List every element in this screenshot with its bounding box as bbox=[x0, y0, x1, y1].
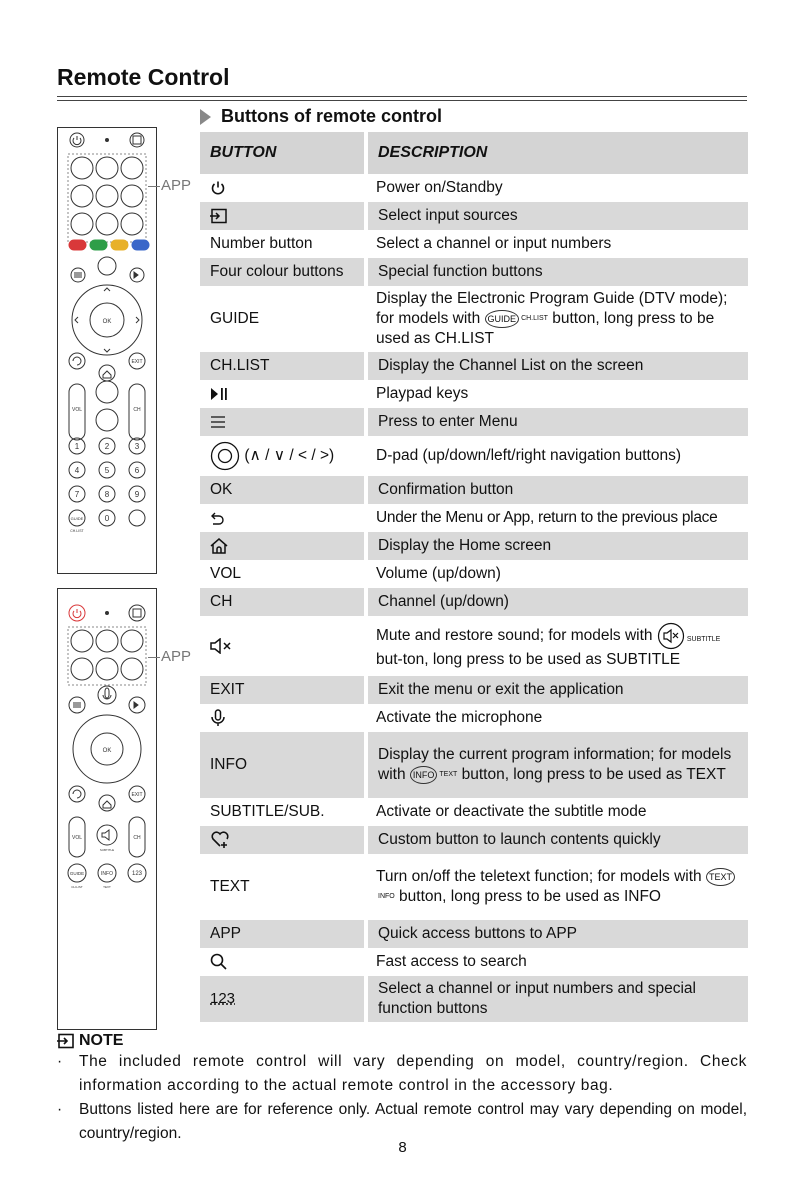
svg-text:CH: CH bbox=[133, 835, 141, 841]
input-button-icon bbox=[130, 133, 144, 147]
header-button: BUTTON bbox=[200, 132, 366, 174]
table-row: (∧ / ∨ / < / >) D-pad (up/down/left/right navigation buttons) bbox=[200, 436, 748, 476]
table-row: Power on/Standby bbox=[200, 174, 748, 202]
svg-text:6: 6 bbox=[134, 466, 140, 475]
table-row: CH Channel (up/down) bbox=[200, 588, 748, 616]
header-description: DESCRIPTION bbox=[366, 132, 748, 174]
svg-text:EXIT: EXIT bbox=[131, 792, 143, 798]
table-row: Mute and restore sound; for models with SUBTITLE but-ton, long press to be used as SUBTITLE bbox=[200, 616, 748, 676]
table-row: Playpad keys bbox=[200, 380, 748, 408]
triangle-bullet-icon bbox=[200, 109, 211, 125]
table-row: EXIT Exit the menu or exit the application bbox=[200, 676, 748, 704]
app-callout-2: APP bbox=[148, 648, 191, 665]
title-rule bbox=[57, 96, 747, 97]
svg-text:1: 1 bbox=[74, 442, 80, 451]
buttons-table bbox=[200, 132, 748, 1022]
mute-icon bbox=[210, 638, 232, 654]
svg-text:3: 3 bbox=[134, 442, 140, 451]
svg-text:2: 2 bbox=[104, 442, 110, 451]
remote-illustration-1 bbox=[57, 127, 157, 574]
svg-text:CH: CH bbox=[133, 407, 141, 413]
note-heading: NOTE bbox=[57, 1032, 123, 1050]
note-item: · Buttons listed here are for reference only. Actual remote control may vary depending on model, country/region. bbox=[57, 1101, 747, 1142]
home-icon bbox=[210, 538, 228, 554]
table-row: Fast access to search bbox=[200, 948, 748, 976]
svg-text:7: 7 bbox=[74, 490, 80, 499]
svg-text:0: 0 bbox=[104, 514, 110, 523]
info-button-icon: INFO bbox=[410, 766, 438, 784]
input-source-icon bbox=[210, 208, 228, 224]
table-row: 123 Select a channel or input numbers and special function buttons bbox=[200, 976, 748, 1022]
table-row: OK Confirmation button bbox=[200, 476, 748, 504]
title-rule bbox=[57, 100, 747, 101]
back-icon bbox=[210, 511, 226, 525]
table-row: VOL Volume (up/down) bbox=[200, 560, 748, 588]
power-icon bbox=[210, 180, 226, 196]
svg-text:INFO: INFO bbox=[101, 871, 113, 877]
svg-text:EXIT: EXIT bbox=[131, 359, 143, 365]
table-row: Custom button to launch contents quickly bbox=[200, 826, 748, 854]
mute-button-icon bbox=[657, 622, 685, 650]
table-row: TEXT Turn on/off the teletext function; for models with TEXTINFO button, long press to be used as INFO bbox=[200, 854, 748, 920]
svg-text:5: 5 bbox=[104, 466, 110, 475]
table-row: APP Quick access buttons to APP bbox=[200, 920, 748, 948]
table-row: CH.LIST Display the Channel List on the screen bbox=[200, 352, 748, 380]
table-row: INFO Display the current program information; for models with INFO TEXT button, long press to be used as TEXT bbox=[200, 732, 748, 798]
guide-button-icon: GUIDE bbox=[485, 310, 520, 328]
table-row: Select input sources bbox=[200, 202, 748, 230]
play-pause-icon bbox=[210, 387, 228, 401]
dpad-icon bbox=[210, 441, 240, 471]
page-title: Remote Control bbox=[57, 64, 230, 90]
svg-text:8: 8 bbox=[104, 490, 110, 499]
app-callout-1: APP bbox=[148, 177, 191, 194]
table-row: SUBTITLE/SUB. Activate or deactivate the subtitle mode bbox=[200, 798, 748, 826]
table-row: Number button Select a channel or input numbers bbox=[200, 230, 748, 258]
microphone-icon bbox=[210, 709, 226, 727]
svg-text:OK: OK bbox=[102, 748, 112, 754]
svg-text:123: 123 bbox=[131, 871, 143, 877]
svg-text:GUIDE: GUIDE bbox=[70, 516, 84, 521]
page-number: 8 bbox=[398, 1139, 407, 1156]
note-icon bbox=[57, 1033, 75, 1049]
svg-text:9: 9 bbox=[134, 490, 140, 499]
note-item: · The included remote control will vary depending on model, country/region. Check information according to the actual remote control in the accessory bag. bbox=[57, 1053, 747, 1094]
numbers-123-icon: 123 bbox=[210, 990, 236, 1007]
menu-icon bbox=[210, 415, 226, 429]
table-row: GUIDE Display the Electronic Program Guide (DTV mode); for models with GUIDE CH.LIST button, long press to be used as CH.LIST bbox=[200, 286, 748, 352]
table-row: Press to enter Menu bbox=[200, 408, 748, 436]
search-icon bbox=[210, 953, 227, 970]
svg-text:OK: OK bbox=[102, 319, 112, 325]
section-heading bbox=[200, 106, 442, 127]
svg-text:CH.LIST: CH.LIST bbox=[70, 529, 84, 533]
table-row: Four colour buttons Special function buttons bbox=[200, 258, 748, 286]
svg-text:TEXT: TEXT bbox=[103, 885, 111, 889]
svg-text:GUIDE: GUIDE bbox=[69, 871, 85, 876]
table-row: Activate the microphone bbox=[200, 704, 748, 732]
svg-text:VOL: VOL bbox=[71, 835, 83, 841]
remote-illustration-2 bbox=[57, 588, 157, 1030]
svg-text:SUBTITLE: SUBTITLE bbox=[99, 848, 115, 852]
table-header bbox=[200, 132, 748, 174]
section-title: Buttons of remote control bbox=[221, 106, 442, 126]
svg-text:CH.LIST: CH.LIST bbox=[71, 885, 83, 889]
table-row: Under the Menu or App, return to the previous place bbox=[200, 504, 748, 532]
text-button-icon: TEXT bbox=[706, 868, 735, 886]
svg-text:VOL: VOL bbox=[71, 407, 83, 413]
custom-heart-icon bbox=[210, 831, 230, 849]
svg-text:4: 4 bbox=[74, 466, 80, 475]
table-row: Display the Home screen bbox=[200, 532, 748, 560]
